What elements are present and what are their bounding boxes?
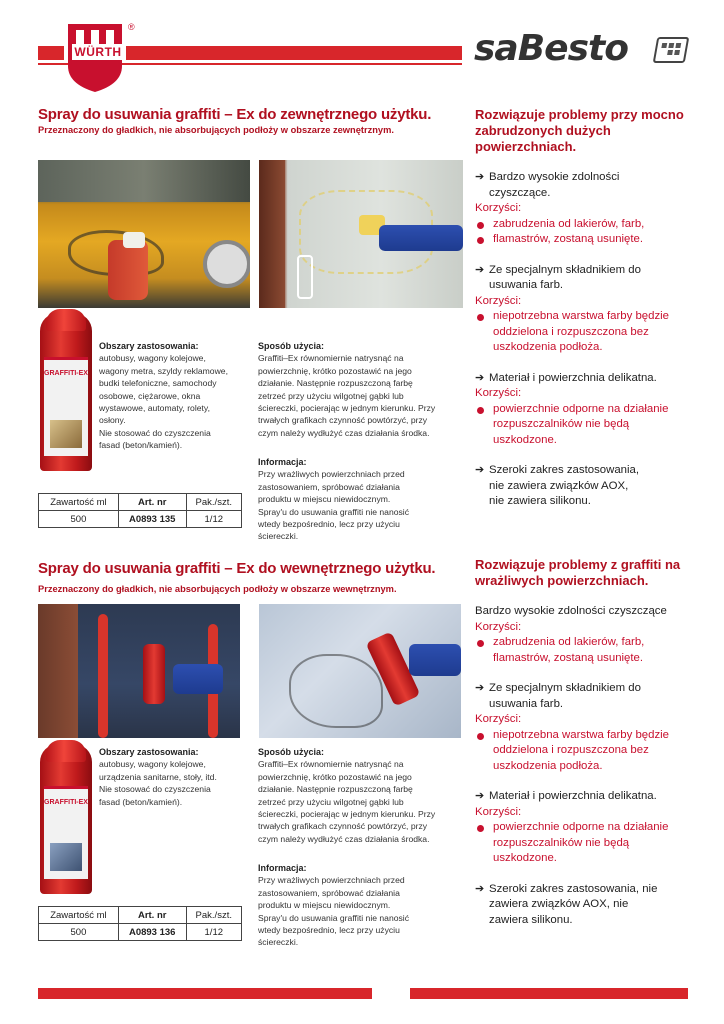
feature-line: Bardzo wysokie zdolności: [489, 171, 620, 183]
info-line: zastosowaniem, spróbować działania: [258, 887, 400, 898]
info-line: ściereczki.: [258, 531, 299, 542]
feature-line: nie zawiera związków AOX,: [489, 479, 629, 492]
section2-title: Spray do usuwania graffiti – Ex do wewnętrznego użytku.: [38, 560, 436, 577]
feature-line: usuwania farb.: [489, 697, 564, 710]
registered-mark: ®: [128, 22, 135, 32]
benefit-line: flamastrów, zostaną usunięte.: [493, 651, 644, 664]
table-cell: 500: [39, 924, 119, 941]
logo-text: WÜRTH: [72, 44, 124, 60]
usage-line: czym należy wydłużyć czas działania środka.: [258, 833, 430, 844]
usage-line: działanie. Następnie rozpuszczoną farbę: [258, 378, 413, 389]
section2-subtitle: Przeznaczony do gładkich, nie absorbujących podłoży w obszarze wewnętrznym.: [38, 584, 397, 594]
info-line: Spray'u do usuwania graffiti nie nanosić: [258, 506, 410, 517]
feature-item: [475, 789, 695, 867]
benefit-line: uszkodzone.: [493, 433, 557, 446]
info-line: produktu w miejscu niewidocznym.: [258, 900, 391, 911]
benefit-line: uszkodzenia podłoża.: [493, 759, 603, 772]
table-header: Pak./szt.: [186, 907, 241, 924]
feature-item: [475, 371, 695, 449]
footer-red-bar-right: [410, 988, 688, 999]
arrow-right-icon: ➔: [475, 464, 485, 476]
benefit-label: Korzyści:: [475, 713, 522, 725]
benefit-line: niepotrzebna warstwa farby będzie: [475, 309, 695, 325]
info-title: Informacja:: [258, 863, 307, 873]
areas-line: fasad (beton/kamień).: [99, 796, 183, 807]
info-title: Informacja:: [258, 457, 307, 467]
areas-line: fasad (beton/kamień).: [99, 440, 183, 451]
spray-can-exterior: [40, 313, 92, 471]
areas-line: wagony metra, szyldy reklamowe,: [99, 365, 228, 376]
brand-name: saBesto: [474, 28, 628, 69]
benefit-line: uszkodzone.: [493, 852, 557, 864]
section2-features: [475, 604, 695, 928]
feature-line: nie zawiera silikonu.: [489, 495, 591, 507]
spray-can-interior: [40, 744, 92, 894]
info-line: Przy wrażliwych powierzchniach przed: [258, 469, 405, 480]
section1-usage: [258, 340, 468, 439]
benefit-line: uszkodzenia podłoża.: [493, 341, 603, 353]
feature-item: [475, 170, 695, 248]
section1-spec-table: [38, 493, 242, 528]
table-cell: A0893 135: [118, 511, 186, 528]
section2-areas: [99, 746, 249, 808]
areas-line: wystawowe, automaty, rolety,: [99, 403, 210, 414]
areas-line: osobowe, ciężarowe, okna: [99, 390, 201, 401]
usage-line: Graffiti–Ex równomiernie natrysnąć na: [258, 759, 404, 770]
areas-line: osłony.: [99, 415, 126, 426]
info-line: wtedy bezpośrednio, lecz przy użyciu: [258, 925, 400, 936]
areas-title: Obszary zastosowania:: [99, 341, 199, 351]
usage-line: trwałych grafikach czynność powtórzyć, przy: [258, 415, 428, 426]
table-header: Pak./szt.: [186, 494, 241, 511]
info-line: ściereczki.: [258, 937, 299, 948]
usage-line: zetrzeć przy użyciu wilgotnej gąbki lub: [258, 390, 404, 401]
arrow-right-icon: ➔: [475, 171, 485, 183]
benefit-line: oddzielona i rozpuszczona bez: [493, 744, 649, 756]
feature-line: czyszczące.: [489, 186, 551, 199]
section1-features: [475, 170, 695, 510]
section2-info: [258, 862, 468, 949]
benefit-line: zabrudzenia od lakierów, farb,: [475, 635, 695, 651]
benefit-line: powierzchnie odporne na działanie: [475, 402, 695, 418]
table-cell: 1/12: [186, 511, 241, 528]
usage-line: zetrzeć przy użyciu wilgotnej gąbki lub: [258, 796, 404, 807]
usage-line: działanie. Następnie rozpuszczoną farbę: [258, 784, 413, 795]
table-cell: 500: [39, 511, 119, 528]
benefit-label: Korzyści:: [475, 387, 522, 399]
feature-line: usuwania farb.: [489, 279, 564, 291]
header-red-bar-left: [38, 46, 64, 60]
photo-bus-interior: [38, 604, 240, 738]
arrow-right-icon: ➔: [475, 790, 485, 802]
table-header-row: [39, 494, 242, 511]
table-row: [39, 924, 242, 941]
arrow-right-icon: ➔: [475, 682, 485, 694]
feature-line: Ze specjalnym składnikiem do: [489, 263, 641, 276]
arrow-right-icon: ➔: [475, 263, 485, 276]
benefit-line: zabrudzenia od lakierów, farb,: [475, 217, 695, 233]
header-red-bar-right: [126, 46, 462, 60]
info-line: Przy wrażliwych powierzchniach przed: [258, 875, 405, 886]
section1-subtitle: Przeznaczony do gładkich, nie absorbujących podłoży w obszarze zewnętrznym.: [38, 125, 394, 135]
usage-title: Sposób użycia:: [258, 747, 325, 757]
benefit-line: flamastrów, zostaną usunięte.: [493, 233, 644, 245]
benefit-line: oddzielona i rozpuszczona bez: [493, 325, 649, 338]
photo-window-graffiti: [259, 160, 463, 308]
feature-line: Bardzo wysokie zdolności czyszczące: [475, 605, 667, 617]
usage-line: ściereczki, pocierając w jednym kierunku. Przy: [258, 809, 436, 820]
areas-line: budki telefoniczne, samochody: [99, 378, 217, 389]
usage-line: ściereczki, pocierając w jednym kierunku. Przy: [258, 403, 436, 414]
table-cell: 1/12: [186, 924, 241, 941]
section1-info: [258, 456, 468, 543]
benefit-label: Korzyści:: [475, 620, 522, 633]
table-header-row: [39, 907, 242, 924]
can-label: GRAFFITI-EX: [44, 799, 88, 806]
benefit-line: powierzchnie odporne na działanie: [475, 820, 695, 836]
feature-line: Materiał i powierzchnia delikatna.: [489, 790, 657, 802]
usage-line: trwałych grafikach czynność powtórzyć, przy: [258, 821, 428, 832]
areas-title: Obszary zastosowania:: [99, 747, 199, 757]
usage-line: powierzchnię, krótko pozostawić na jego: [258, 771, 412, 782]
benefit-line: rozpuszczalników nie będą: [493, 836, 630, 849]
photo-bus-exterior: [38, 160, 250, 308]
feature-line: Szeroki zakres zastosowania,: [489, 464, 640, 476]
benefit-label: Korzyści:: [475, 294, 522, 307]
section2-right-title: Rozwiązuje problemy z graffiti na wrażliwych powierzchniach.: [475, 557, 681, 588]
benefit-label: Korzyści:: [475, 202, 522, 214]
feature-item: [475, 604, 695, 666]
arrow-right-icon: ➔: [475, 371, 485, 384]
info-line: produktu w miejscu niewidocznym.: [258, 494, 391, 505]
feature-line: zawiera silikonu.: [489, 913, 573, 926]
feature-line: Ze specjalnym składnikiem do: [489, 682, 641, 694]
benefit-line-cont: [475, 232, 695, 248]
areas-line: urządzenia sanitarne, stoły, itd.: [99, 771, 217, 782]
info-line: zastosowaniem, spróbować działania: [258, 481, 400, 492]
table-header: Zawartość ml: [39, 494, 119, 511]
section2-usage: [258, 746, 468, 845]
feature-line: Materiał i powierzchnia delikatna.: [489, 371, 657, 384]
feature-item: [475, 681, 695, 774]
table-header: Zawartość ml: [39, 907, 119, 924]
section2-spec-table: [38, 906, 242, 941]
usage-line: powierzchnię, krótko pozostawić na jego: [258, 365, 412, 376]
benefit-label: Korzyści:: [475, 805, 522, 818]
usage-line: czym należy wydłużyć czas działania środka.: [258, 427, 430, 438]
footer-red-bar-left: [38, 988, 372, 999]
section1-title: Spray do usuwania graffiti – Ex do zewnętrznego użytku.: [38, 106, 432, 123]
info-line: Spray'u do usuwania graffiti nie nanosić: [258, 912, 410, 923]
feature-item: [475, 263, 695, 356]
feature-line: zawiera związków AOX, nie: [489, 898, 629, 910]
benefit-line: niepotrzebna warstwa farby będzie: [475, 728, 695, 744]
areas-line: Nie stosować do czyszczenia: [99, 427, 211, 438]
table-cell: A0893 136: [118, 924, 186, 941]
arrow-right-icon: ➔: [475, 882, 485, 895]
usage-title: Sposób użycia:: [258, 341, 325, 351]
photo-seat-graffiti: [259, 604, 461, 738]
section1-areas: [99, 340, 249, 452]
section1-right-title: Rozwiązuje problemy przy mocno zabrudzonych dużych powierzchniach.: [475, 107, 684, 154]
feature-line: Szeroki zakres zastosowania, nie: [489, 882, 658, 895]
table-header: Art. nr: [118, 907, 186, 924]
info-line: wtedy bezpośrednio, lecz przy użyciu: [258, 519, 400, 530]
table-header: Art. nr: [118, 494, 186, 511]
areas-line: autobusy, wagony kolejowe,: [99, 353, 206, 364]
brand-grid-icon: [653, 37, 690, 63]
table-row: [39, 511, 242, 528]
can-label: GRAFFITI-EX: [44, 370, 88, 377]
areas-line: autobusy, wagony kolejowe,: [99, 759, 206, 770]
benefit-line: rozpuszczalników nie będą: [493, 418, 630, 430]
usage-line: Graffiti–Ex równomiernie natrysnąć na: [258, 353, 404, 364]
feature-item: [475, 463, 695, 510]
areas-line: Nie stosować do czyszczenia: [99, 784, 211, 795]
feature-item: [475, 882, 695, 929]
